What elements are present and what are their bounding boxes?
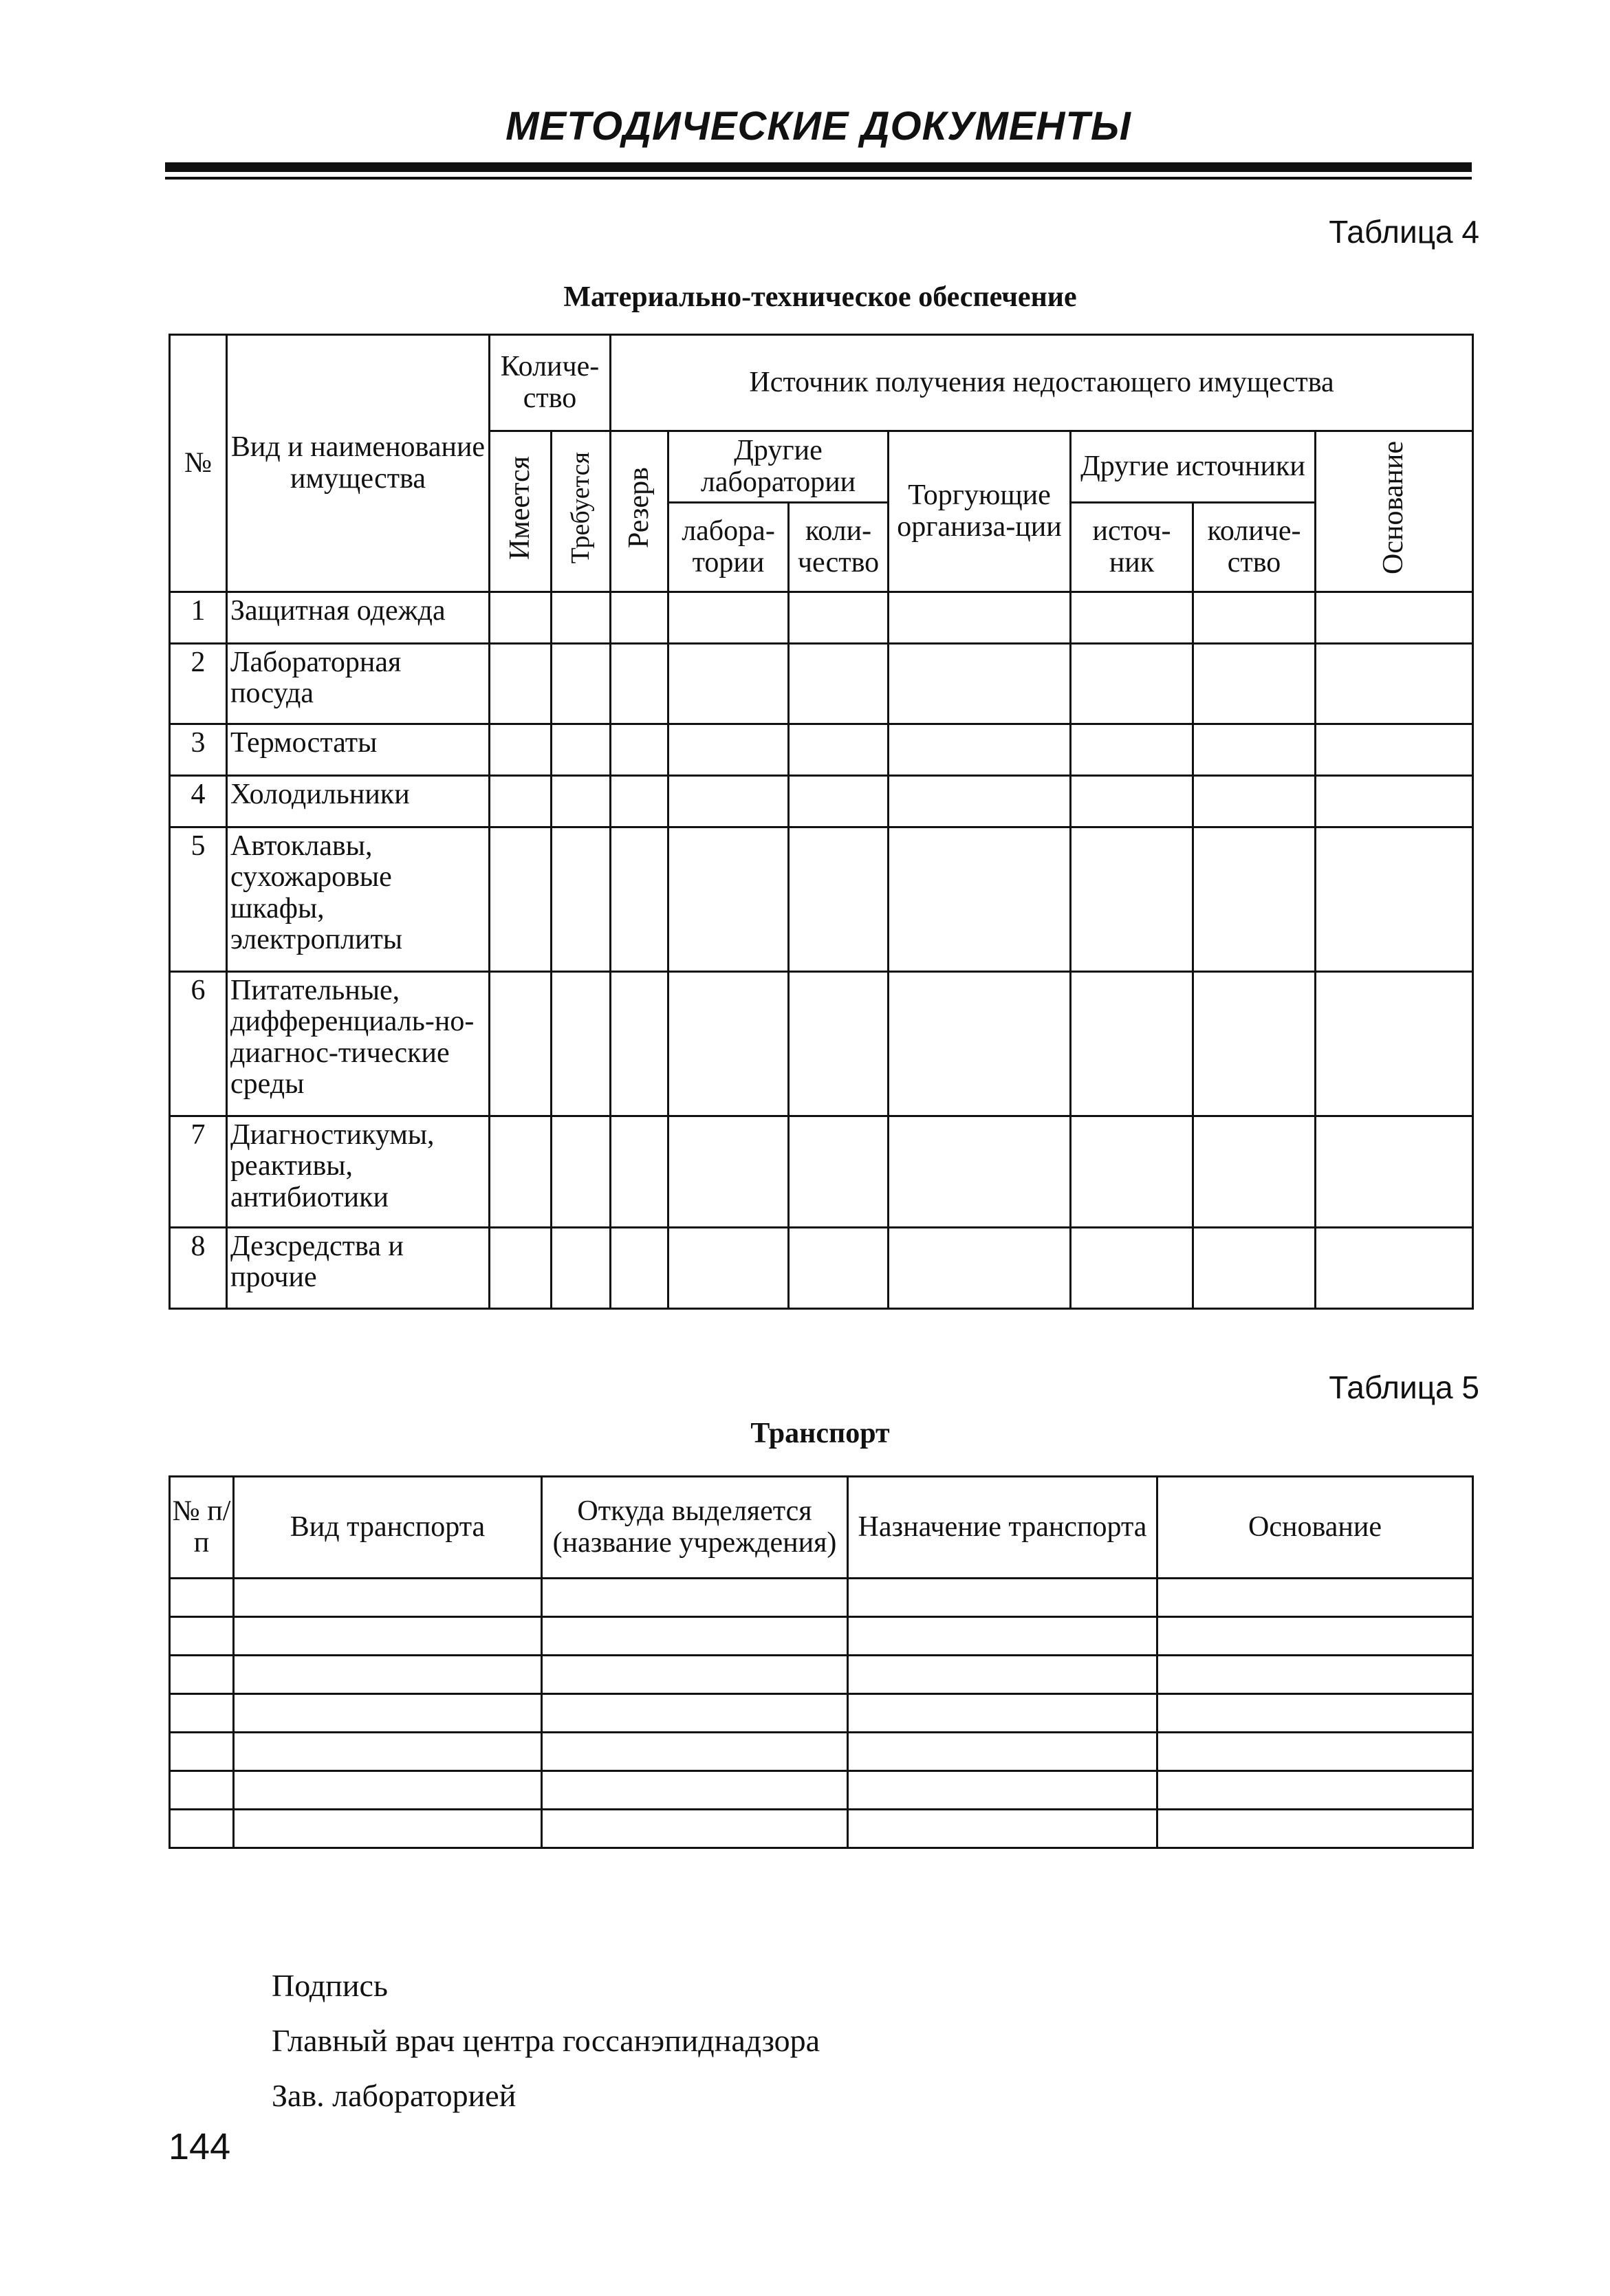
t4-header-basis: Основание xyxy=(1316,431,1473,592)
t4-empty-cell xyxy=(1071,724,1193,776)
t5-empty-cell xyxy=(170,1810,234,1848)
t4-row-name: Автоклавы, сухожаровые шкафы, электроплиты xyxy=(227,827,490,972)
t4-header-labs-qty: коли-чество xyxy=(789,503,889,592)
header-rule-thin xyxy=(165,177,1472,180)
t4-row xyxy=(170,1228,1473,1309)
t5-empty-cell xyxy=(234,1771,542,1810)
t4-empty-cell xyxy=(490,1116,552,1228)
t4-row-name: Холодильники xyxy=(227,776,490,827)
t4-row-name: Дезсредства и прочие xyxy=(227,1228,490,1309)
t5-empty-cell xyxy=(234,1733,542,1771)
t4-header-trade: Торгующие организа-ции xyxy=(889,431,1071,592)
t4-empty-cell xyxy=(611,592,668,644)
t4-empty-cell xyxy=(1316,776,1473,827)
t4-row xyxy=(170,644,1473,724)
t4-empty-cell xyxy=(490,972,552,1116)
t4-row-name: Питательные, дифференциаль-но-диагнос-тические среды xyxy=(227,972,490,1116)
t4-empty-cell xyxy=(1316,827,1473,972)
table5 xyxy=(168,1475,1474,1849)
t4-empty-cell xyxy=(1316,972,1473,1116)
t4-header-other-sources: Другие источники xyxy=(1071,431,1316,503)
t5-empty-cell xyxy=(170,1771,234,1810)
t4-row-num: 3 xyxy=(170,724,227,776)
t4-empty-cell xyxy=(611,1228,668,1309)
t4-empty-cell xyxy=(1193,776,1316,827)
signature-lab-head: Зав. лабораторией xyxy=(272,2078,516,2113)
t4-empty-cell xyxy=(668,827,789,972)
t4-row-num: 2 xyxy=(170,644,227,724)
t4-empty-cell xyxy=(668,972,789,1116)
t5-empty-cell xyxy=(848,1771,1157,1810)
signature-label: Подпись xyxy=(272,1968,388,2003)
t5-empty-cell xyxy=(542,1617,848,1656)
t5-empty-cell xyxy=(542,1694,848,1733)
t4-empty-cell xyxy=(1316,1116,1473,1228)
t4-empty-cell xyxy=(889,592,1071,644)
t5-empty-cell xyxy=(170,1733,234,1771)
t5-empty-row xyxy=(170,1579,1473,1617)
t5-empty-row xyxy=(170,1656,1473,1694)
t4-header-other-labs: Другие лаборатории xyxy=(668,431,889,503)
t4-empty-cell xyxy=(889,644,1071,724)
t4-empty-cell xyxy=(490,724,552,776)
t4-empty-cell xyxy=(611,972,668,1116)
t4-empty-cell xyxy=(1316,644,1473,724)
t4-empty-cell xyxy=(789,827,889,972)
t5-header-purpose: Назначение транспорта xyxy=(848,1477,1157,1579)
t4-empty-cell xyxy=(1071,776,1193,827)
t5-empty-cell xyxy=(1157,1694,1473,1733)
t4-empty-cell xyxy=(1193,827,1316,972)
t4-empty-cell xyxy=(1316,1228,1473,1309)
t5-empty-cell xyxy=(542,1656,848,1694)
t4-header-labs: лабора-тории xyxy=(668,503,789,592)
t4-empty-cell xyxy=(889,1228,1071,1309)
t4-row-name: Лабораторная посуда xyxy=(227,644,490,724)
t4-empty-cell xyxy=(1193,724,1316,776)
t4-row xyxy=(170,592,1473,644)
t5-empty-cell xyxy=(234,1617,542,1656)
t4-empty-cell xyxy=(1316,592,1473,644)
t4-empty-cell xyxy=(889,776,1071,827)
t4-header-have: Имеется xyxy=(490,431,552,592)
t4-empty-cell xyxy=(789,724,889,776)
t4-empty-cell xyxy=(611,776,668,827)
t4-header-reserve: Резерв xyxy=(611,431,668,592)
t4-row-num: 5 xyxy=(170,827,227,972)
t4-empty-cell xyxy=(552,827,611,972)
t5-header-from: Откуда выделяется (название учреждения) xyxy=(542,1477,848,1579)
t4-empty-cell xyxy=(789,644,889,724)
t4-empty-cell xyxy=(1316,724,1473,776)
t4-row xyxy=(170,776,1473,827)
table4 xyxy=(168,334,1474,1310)
t5-empty-cell xyxy=(1157,1656,1473,1694)
t5-empty-cell xyxy=(1157,1579,1473,1617)
t4-empty-cell xyxy=(552,644,611,724)
t4-empty-cell xyxy=(789,592,889,644)
t5-empty-cell xyxy=(1157,1771,1473,1810)
t4-empty-cell xyxy=(1193,1116,1316,1228)
t4-header-source-qty: количе-ство xyxy=(1193,503,1316,592)
t4-empty-cell xyxy=(789,776,889,827)
t4-header-quantity: Количе-ство xyxy=(490,335,611,431)
signature-chief-doctor: Главный врач центра госсанэпиднадзора xyxy=(272,2023,820,2058)
t4-empty-cell xyxy=(611,724,668,776)
t4-row-num: 8 xyxy=(170,1228,227,1309)
t5-empty-cell xyxy=(170,1656,234,1694)
t4-empty-cell xyxy=(668,776,789,827)
t4-row-num: 4 xyxy=(170,776,227,827)
t5-empty-cell xyxy=(848,1733,1157,1771)
t4-header-num: № xyxy=(170,335,227,592)
t5-empty-cell xyxy=(848,1694,1157,1733)
t4-empty-cell xyxy=(668,592,789,644)
t4-empty-cell xyxy=(552,1228,611,1309)
t4-empty-cell xyxy=(668,1228,789,1309)
header-rule-thick xyxy=(165,162,1472,172)
t4-empty-cell xyxy=(490,776,552,827)
t4-empty-cell xyxy=(789,972,889,1116)
t4-empty-cell xyxy=(490,827,552,972)
t4-row-num: 6 xyxy=(170,972,227,1116)
t4-empty-cell xyxy=(1071,972,1193,1116)
t4-empty-cell xyxy=(1071,1228,1193,1309)
t4-empty-cell xyxy=(668,644,789,724)
t5-empty-cell xyxy=(848,1579,1157,1617)
t5-empty-cell xyxy=(542,1579,848,1617)
t5-header-basis: Основание xyxy=(1157,1477,1473,1579)
t5-header-type: Вид транспорта xyxy=(234,1477,542,1579)
t5-empty-cell xyxy=(542,1771,848,1810)
t5-empty-cell xyxy=(170,1694,234,1733)
t4-row xyxy=(170,724,1473,776)
t4-empty-cell xyxy=(889,827,1071,972)
t4-empty-cell xyxy=(889,724,1071,776)
t4-empty-cell xyxy=(1193,592,1316,644)
t5-empty-cell xyxy=(542,1810,848,1848)
table5-title: Транспорт xyxy=(750,1418,890,1449)
t4-empty-cell xyxy=(1193,644,1316,724)
t4-empty-cell xyxy=(1071,592,1193,644)
t4-empty-cell xyxy=(552,592,611,644)
t4-row xyxy=(170,1116,1473,1228)
t4-row-name: Диагностикумы, реактивы, антибиотики xyxy=(227,1116,490,1228)
t4-empty-cell xyxy=(490,592,552,644)
t5-empty-cell xyxy=(234,1810,542,1848)
t5-header-num: № п/п xyxy=(170,1477,234,1579)
t4-row-num: 1 xyxy=(170,592,227,644)
t4-empty-cell xyxy=(1071,644,1193,724)
t5-empty-cell xyxy=(1157,1617,1473,1656)
t4-row-num: 7 xyxy=(170,1116,227,1228)
t5-empty-row xyxy=(170,1771,1473,1810)
t5-empty-row xyxy=(170,1694,1473,1733)
t5-empty-cell xyxy=(234,1656,542,1694)
t4-empty-cell xyxy=(552,776,611,827)
t4-empty-cell xyxy=(889,972,1071,1116)
t5-empty-row xyxy=(170,1810,1473,1848)
t5-empty-cell xyxy=(1157,1733,1473,1771)
t4-empty-cell xyxy=(490,644,552,724)
t4-empty-cell xyxy=(668,1116,789,1228)
t4-empty-cell xyxy=(611,827,668,972)
table4-label: Таблица 4 xyxy=(1329,214,1479,250)
t4-header-need: Требуется xyxy=(552,431,611,592)
t4-empty-cell xyxy=(789,1228,889,1309)
t4-empty-cell xyxy=(1193,972,1316,1116)
t4-row xyxy=(170,972,1473,1116)
t4-header-source-name: источ-ник xyxy=(1071,503,1193,592)
t4-empty-cell xyxy=(490,1228,552,1309)
t4-empty-cell xyxy=(1071,827,1193,972)
table4-title: Материально-техническое обеспечение xyxy=(563,281,1077,313)
t4-empty-cell xyxy=(1071,1116,1193,1228)
t5-empty-cell xyxy=(170,1579,234,1617)
t4-row xyxy=(170,827,1473,972)
running-head: МЕТОДИЧЕСКИЕ ДОКУМЕНТЫ xyxy=(505,104,1131,149)
t4-empty-cell xyxy=(611,644,668,724)
table5-label: Таблица 5 xyxy=(1329,1369,1479,1405)
t4-empty-cell xyxy=(552,972,611,1116)
t4-empty-cell xyxy=(789,1116,889,1228)
t5-empty-cell xyxy=(848,1617,1157,1656)
t4-header-source: Источник получения недостающего имущества xyxy=(611,335,1473,431)
t4-header-name: Вид и наименование имущества xyxy=(227,335,490,592)
t4-empty-cell xyxy=(611,1116,668,1228)
t5-empty-cell xyxy=(170,1617,234,1656)
t5-empty-cell xyxy=(1157,1810,1473,1848)
t5-empty-cell xyxy=(848,1656,1157,1694)
t4-empty-cell xyxy=(889,1116,1071,1228)
t4-empty-cell xyxy=(552,724,611,776)
t5-empty-cell xyxy=(542,1733,848,1771)
t5-empty-cell xyxy=(848,1810,1157,1848)
t5-empty-row xyxy=(170,1733,1473,1771)
t5-empty-cell xyxy=(234,1579,542,1617)
t4-row-name: Защитная одежда xyxy=(227,592,490,644)
t4-empty-cell xyxy=(668,724,789,776)
t5-empty-row xyxy=(170,1617,1473,1656)
t4-row-name: Термостаты xyxy=(227,724,490,776)
t5-empty-cell xyxy=(234,1694,542,1733)
page-number: 144 xyxy=(168,2126,231,2167)
t4-empty-cell xyxy=(1193,1228,1316,1309)
t4-empty-cell xyxy=(552,1116,611,1228)
